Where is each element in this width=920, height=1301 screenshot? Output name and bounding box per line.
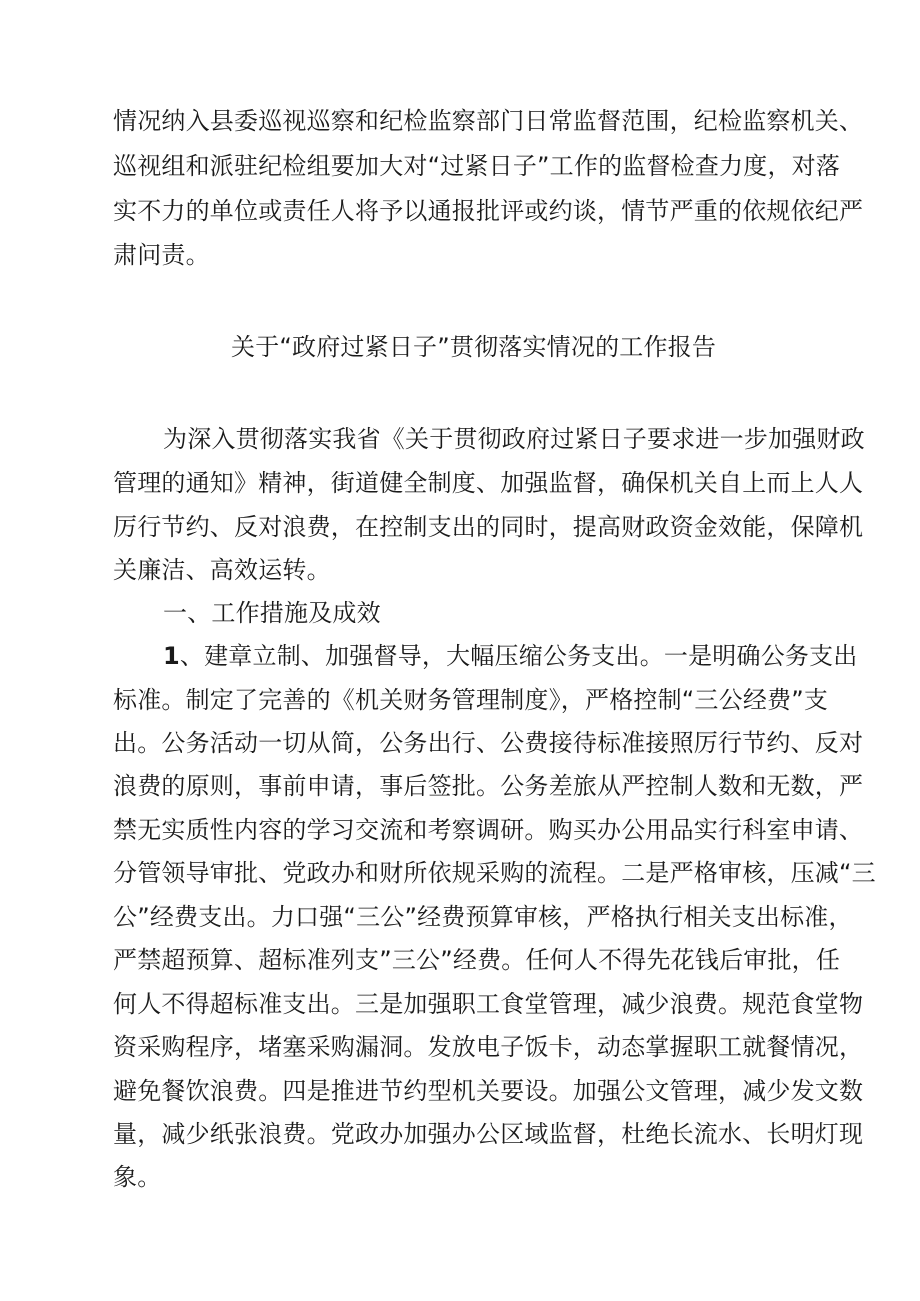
paragraph-line: 量，减少纸张浪费。党政办加强办公区域监督，杜绝长流水、长明灯现: [113, 1120, 864, 1148]
item-number: 1: [163, 642, 180, 670]
paragraph-line: 资采购程序，堵塞采购漏洞。发放电子饭卡，动态掌握职工就餐情况，: [113, 1033, 864, 1061]
paragraph-line: 分管领导审批、党政办和财所依规采购的流程。二是严格审核，压减“三: [113, 859, 876, 887]
item-1-first-line-text: 、建章立制、加强督导，大幅压缩公务支出。一是明确公务支出: [179, 642, 858, 670]
paragraph-line: 象。: [113, 1163, 162, 1191]
paragraph-line: 情况纳入县委巡视巡察和纪检监察部门日常监督范围，纪检监察机关、: [113, 107, 864, 135]
paragraph-line: 严禁超预算、超标准列支”三公”经费。任何人不得先花钱后审批，任: [113, 946, 841, 974]
paragraph-line: 何人不得超标准支出。三是加强职工食堂管理，减少浪费。规范食堂物: [113, 990, 864, 1018]
paragraph-line: 标准。制定了完善的《机关财务管理制度》，严格控制“三公经费”支: [113, 686, 829, 714]
paragraph-line: 公”经费支出。力口强“三公”经费预算审核，严格执行相关支出标准，: [113, 903, 853, 931]
paragraph-line: 为深入贯彻落实我省《关于贯彻政府过紧日子要求进一步加强财政: [163, 425, 865, 453]
paragraph-line: 巡视组和派驻纪检组要加大对“过紧日子”工作的监督检查力度，对落: [113, 152, 841, 180]
paragraph-line: 肃问责。: [113, 241, 210, 269]
paragraph-line: 厉行节约、反对浪费，在控制支出的同时，提高财政资金效能，保障机: [113, 513, 864, 541]
paragraph-line: 出。公务活动一切从简，公务出行、公费接待标准接照厉行节约、反对: [113, 729, 864, 757]
paragraph-line: 避免餐饮浪费。四是推进节约型机关要设。加强公文管理，减少发文数: [113, 1077, 864, 1105]
paragraph-line: 关廉洁、高效运转。: [113, 556, 331, 584]
paragraph-line: 禁无实质性内容的学习交流和考察调研。购买办公用品实行科室申请、: [113, 816, 864, 844]
section-heading: 一、工作措施及成效: [163, 599, 381, 627]
paragraph-line: 实不力的单位或责任人将予以通报批评或约谈，情节严重的依规依纪严: [113, 197, 864, 225]
paragraph-line: 管理的通知》精神，街道健全制度、加强监督，确保机关自上而上人人: [113, 469, 864, 497]
paragraph-line: 浪费的原则，事前申请，事后签批。公务差旅从严控制人数和无数，严: [113, 772, 864, 800]
item-1-first-line: [163, 641, 858, 671]
document-title: 关于“政府过紧日子”贯彻落实情况的工作报告: [231, 333, 717, 361]
